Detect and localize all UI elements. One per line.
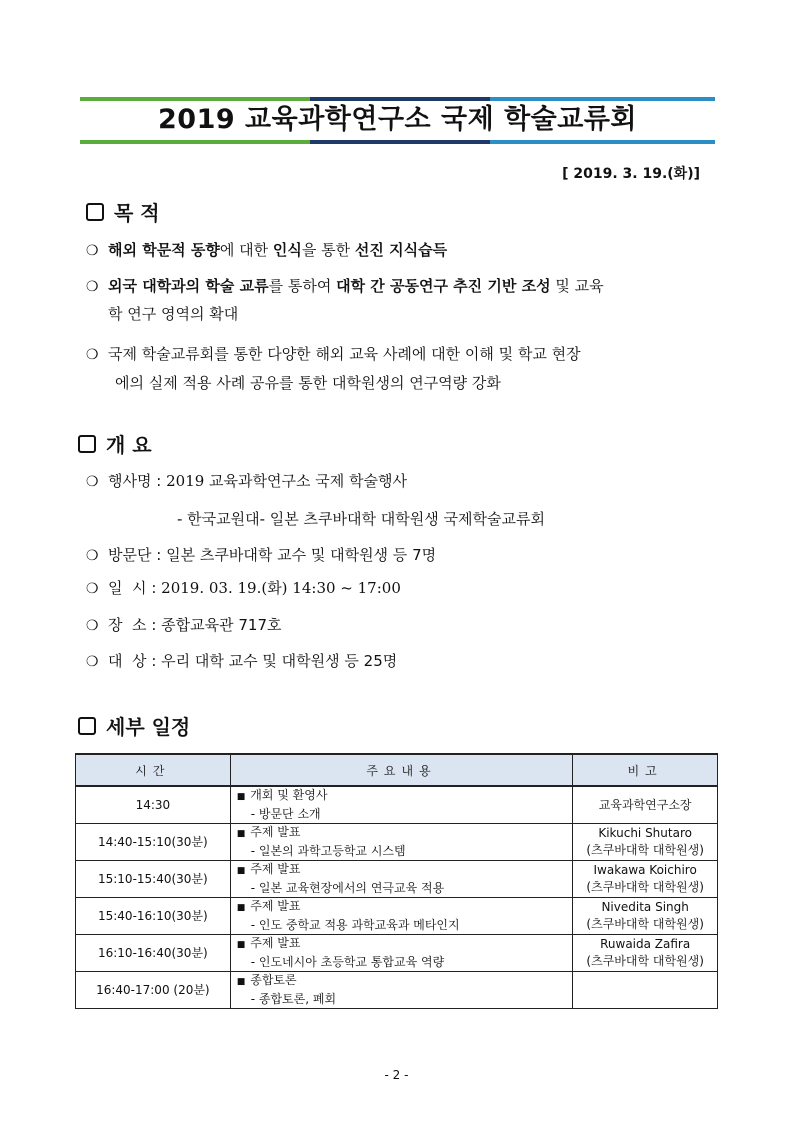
note-line-1: Nivedita Singh xyxy=(601,900,689,914)
colon: : xyxy=(151,579,157,597)
overview-target xyxy=(86,651,397,672)
content-item xyxy=(237,972,567,991)
note-cell xyxy=(573,824,718,861)
overview-when xyxy=(86,578,401,599)
circle-bullet-icon: ❍ xyxy=(86,548,99,564)
circle-bullet-icon: ❍ xyxy=(86,279,99,295)
note-line-1: Ruwaida Zafira xyxy=(600,937,691,951)
note-line-2: (츠쿠바대학 대학원생) xyxy=(586,917,704,931)
content-item xyxy=(237,824,567,843)
content-cell xyxy=(230,935,573,972)
overview-visitors-label: 방문단 xyxy=(108,546,152,564)
circle-bullet-icon: ❍ xyxy=(86,347,99,363)
section-heading-purpose-label: 목 적 xyxy=(114,201,160,225)
note-line-2: (츠쿠바대학 대학원생) xyxy=(586,880,704,894)
square-bullet-icon: ■ xyxy=(236,940,246,950)
title-bar-bottom-navy xyxy=(310,140,490,144)
event-date: [ 2019. 3. 19.(화)] xyxy=(562,166,700,182)
content-detail: - 종합토론, 폐회 xyxy=(250,992,337,1006)
overview-when-value: 2019. 03. 19.(화) 14:30 ~ 17:00 xyxy=(161,579,401,597)
page-number: - 2 - xyxy=(384,1068,409,1082)
square-bullet-icon: ■ xyxy=(236,829,246,839)
overview-event xyxy=(86,471,407,492)
section-heading-schedule-label: 세부 일정 xyxy=(106,715,191,739)
overview-event-label: 행사명 xyxy=(108,472,152,490)
note-line-1: Iwakawa Koichiro xyxy=(593,863,697,877)
purpose-3-line-1: 국제 학술교류회를 통한 다양한 해외 교육 사례에 대한 이해 및 학교 현장 xyxy=(108,345,581,363)
table-row xyxy=(76,824,718,861)
overview-when-label: 일 시 xyxy=(108,579,147,597)
overview-where xyxy=(86,615,282,636)
section-heading-schedule xyxy=(78,711,190,740)
content-item-label: 개회 및 환영사 xyxy=(250,788,328,802)
purpose-1-bold-1: 해외 학문적 동향 xyxy=(108,241,220,259)
purpose-item-1 xyxy=(86,240,447,261)
column-header-time: 시간 xyxy=(76,754,231,786)
table-header-row xyxy=(76,754,718,786)
note-cell xyxy=(573,786,718,824)
overview-target-value: 우리 대학 교수 및 대학원생 등 25명 xyxy=(161,652,398,670)
column-header-note: 비고 xyxy=(573,754,718,786)
overview-visitors-value: 일본 츠쿠바대학 교수 및 대학원생 등 7명 xyxy=(166,546,437,564)
section-heading-overview xyxy=(78,429,152,458)
square-bullet-icon: ■ xyxy=(236,903,246,913)
square-bullet-icon: ■ xyxy=(236,866,246,876)
overview-event-value: 2019 교육과학연구소 국제 학술행사 xyxy=(166,472,407,490)
purpose-2-text-2: 및 교육 xyxy=(550,277,604,295)
purpose-item-2 xyxy=(86,276,604,297)
purpose-1-bold-2: 인식 xyxy=(272,241,302,259)
column-header-content: 주요내용 xyxy=(230,754,573,786)
content-cell xyxy=(230,786,573,824)
colon: : xyxy=(156,472,162,490)
purpose-2-bold-1: 외국 대학과의 학술 교류 xyxy=(108,277,269,295)
purpose-1-text-1: 에 대한 xyxy=(219,241,273,259)
section-heading-overview-label: 개 요 xyxy=(106,433,152,457)
circle-bullet-icon: ❍ xyxy=(86,474,99,490)
time-cell: 15:10-15:40(30분) xyxy=(76,861,231,898)
overview-target-label: 대 상 xyxy=(108,652,147,670)
time-cell: 14:30 xyxy=(76,786,231,824)
content-item-label: 주제 발표 xyxy=(250,825,301,839)
note-cell xyxy=(573,861,718,898)
content-item-label: 주제 발표 xyxy=(250,899,301,913)
purpose-2-text-1: 를 통하여 xyxy=(268,277,337,295)
square-bullet-icon: ■ xyxy=(236,977,246,987)
purpose-1-text-2: 을 통한 xyxy=(301,241,355,259)
content-item-label: 주제 발표 xyxy=(250,936,301,950)
checkbox-square-icon xyxy=(78,435,96,453)
content-cell xyxy=(230,824,573,861)
note-line-2: (츠쿠바대학 대학원생) xyxy=(586,954,704,968)
overview-event-sub: - 한국교원대- 일본 츠쿠바대학 대학원생 국제학술교류회 xyxy=(177,510,545,528)
note-line-1: Kikuchi Shutaro xyxy=(598,826,692,840)
time-cell: 16:10-16:40(30분) xyxy=(76,935,231,972)
note-line-2: (츠쿠바대학 대학원생) xyxy=(586,843,704,857)
table-row xyxy=(76,861,718,898)
note-line-1: 교육과학연구소장 xyxy=(598,797,692,812)
purpose-item-2-cont: 학 연구 영역의 확대 xyxy=(108,305,239,323)
time-cell: 16:40-17:00 (20분) xyxy=(76,972,231,1009)
content-detail: - 일본 교육현장에서의 연극교육 적용 xyxy=(250,881,445,895)
purpose-item-3 xyxy=(86,344,581,365)
table-row xyxy=(76,972,718,1009)
note-cell xyxy=(573,935,718,972)
circle-bullet-icon: ❍ xyxy=(86,654,99,670)
time-cell: 14:40-15:10(30분) xyxy=(76,824,231,861)
content-item xyxy=(237,787,567,806)
page-title: 2019 교육과학연구소 국제 학술교류회 xyxy=(158,104,637,135)
time-cell: 15:40-16:10(30분) xyxy=(76,898,231,935)
purpose-1-bold-3: 선진 지식습득 xyxy=(354,241,448,259)
purpose-2-bold-2: 대학 간 공동연구 추진 기반 조성 xyxy=(336,277,551,295)
colon: : xyxy=(151,652,157,670)
note-cell xyxy=(573,972,718,1009)
content-cell xyxy=(230,861,573,898)
square-bullet-icon: ■ xyxy=(236,792,246,802)
table-row xyxy=(76,935,718,972)
content-item xyxy=(237,935,567,954)
section-heading-purpose xyxy=(86,197,160,226)
circle-bullet-icon: ❍ xyxy=(86,581,99,597)
title-bar-bottom-blue xyxy=(490,140,715,144)
checkbox-square-icon xyxy=(86,203,104,221)
content-item xyxy=(237,861,567,880)
purpose-item-3-cont: 에의 실제 적용 사례 공유를 통한 대학원생의 연구역량 강화 xyxy=(115,374,501,392)
content-item xyxy=(237,898,567,917)
content-detail: - 인도네시아 초등학교 통합교육 역량 xyxy=(250,955,445,969)
overview-where-label: 장 소 xyxy=(108,616,147,634)
schedule-table xyxy=(75,753,718,1009)
circle-bullet-icon: ❍ xyxy=(86,243,99,259)
content-cell xyxy=(230,972,573,1009)
content-detail: - 인도 중학교 적용 과학교육과 메타인지 xyxy=(250,918,460,932)
title-bar-bottom-green xyxy=(80,140,310,144)
table-row xyxy=(76,786,718,824)
content-item-label: 종합토론 xyxy=(250,973,297,987)
overview-where-value: 종합교육관 717호 xyxy=(161,616,282,634)
checkbox-square-icon xyxy=(78,717,96,735)
circle-bullet-icon: ❍ xyxy=(86,618,99,634)
colon: : xyxy=(156,546,162,564)
colon: : xyxy=(151,616,157,634)
content-cell xyxy=(230,898,573,935)
note-cell xyxy=(573,898,718,935)
table-row xyxy=(76,898,718,935)
content-detail: - 일본의 과학고등학교 시스템 xyxy=(250,844,406,858)
content-item-label: 주제 발표 xyxy=(250,862,301,876)
content-detail: - 방문단 소개 xyxy=(250,807,321,821)
overview-visitors xyxy=(86,545,436,566)
